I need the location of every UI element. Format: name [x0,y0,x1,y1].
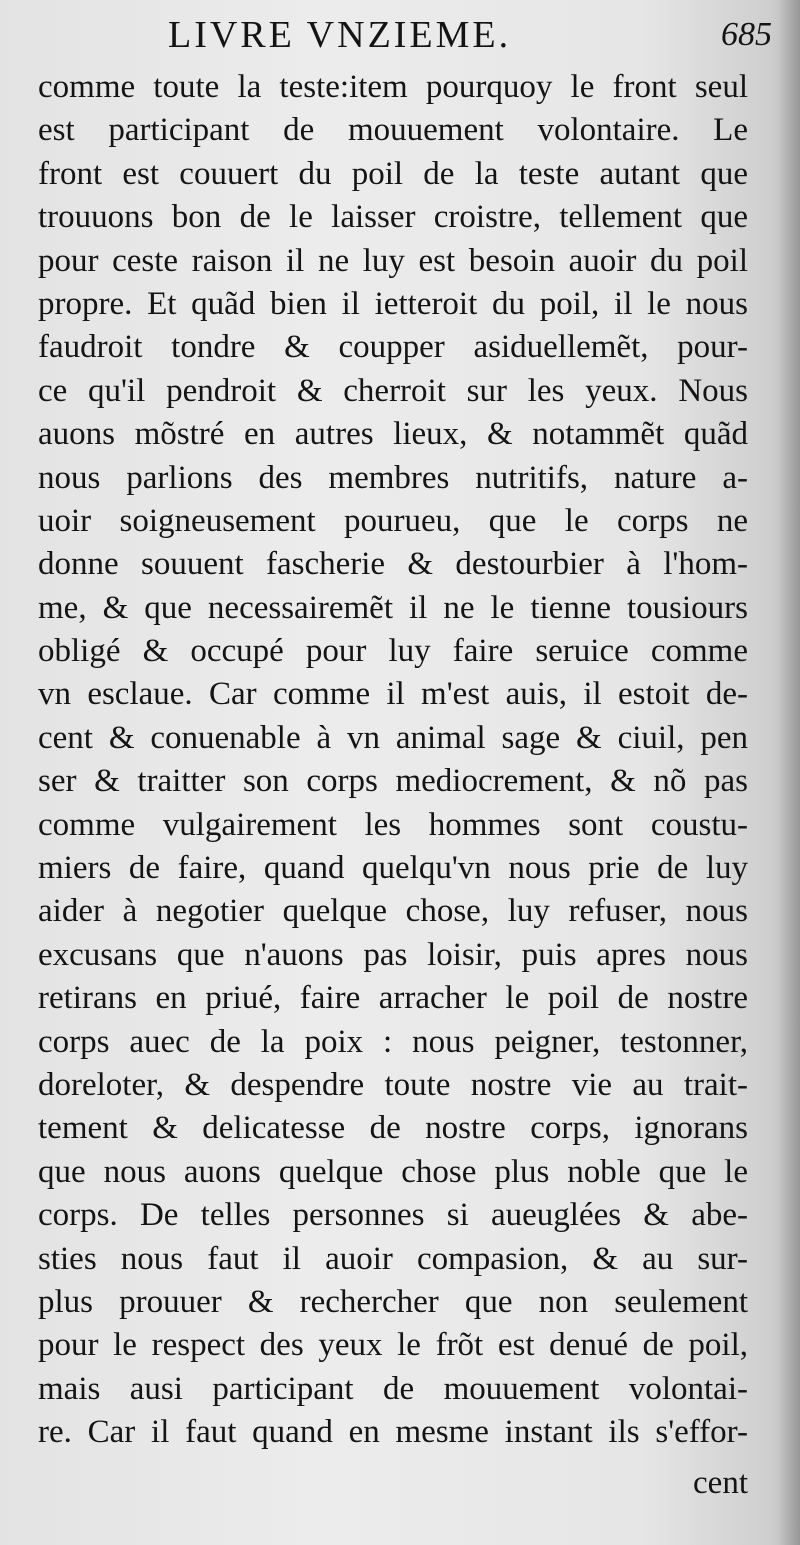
text-line: doreloter, & despendre toute nostre vie au trait- [38,1066,748,1103]
text-line: tement & delicatesse de nostre corps, ignorans [38,1110,748,1147]
text-line: que nous auons quelque chose plus noble que le [38,1153,748,1190]
text-line: sties nous faut il auoir compasion, & au sur- [38,1240,748,1277]
text-line: vn esclaue. Car comme il m'est auis, il estoit de- [38,676,748,713]
text-line: ce qu'il pendroit & cherroit sur les yeux. Nous [38,372,748,409]
text-line: front est couuert du poil de la teste autant que [38,155,748,192]
text-line: comme toute la teste:item pourquoy le front seul [38,69,748,105]
text-line: est participant de mouuement volontaire. Le [38,112,748,149]
text-line: corps auec de la poix : nous peigner, testonner, [38,1023,748,1060]
text-line: ser & traitter son corps mediocrement, & nõ pas [38,763,748,800]
text-block [38,66,748,1455]
page-edge-shadow [778,0,800,1545]
text-line: auons mõstré en autres lieux, & notammẽt quãd [38,416,748,453]
text-line: cent & conuenable à vn animal sage & ciuil, pen [38,719,748,756]
text-line: faudroit tondre & coupper asiduellemẽt, pour- [38,329,748,366]
text-line: donne souuent fascherie & destourbier à l'hom- [38,546,748,583]
text-line: corps. De telles personnes si aueuglées & abe- [38,1197,748,1234]
text-line: obligé & occupé pour luy faire seruice comme [38,633,748,670]
text-line: retirans en priué, faire arracher le poil de nostre [38,980,748,1017]
text-line: trouuons bon de le laisser croistre, tellement que [38,199,748,236]
running-head [0,10,800,60]
text-line: excusans que n'auons pas loisir, puis apres nous [38,936,748,973]
text-line: re. Car il faut quand en mesme instant ils s'effor- [38,1414,748,1451]
catchword: cent [693,1465,748,1501]
text-line: pour le respect des yeux le frõt est denué de poil, [38,1327,748,1364]
running-title: LIVRE VNZIEME. [168,14,512,56]
text-line: comme vulgairement les hommes sont coustu- [38,806,748,843]
text-line: mais ausi participant de mouuement volontai- [38,1370,748,1407]
text-line: miers de faire, quand quelqu'vn nous prie de luy [38,850,748,887]
text-line: nous parlions des membres nutritifs, nature a- [38,459,748,496]
text-line: propre. Et quãd bien il ietteroit du poil, il le nous [38,285,748,322]
page-number: 685 [721,16,772,53]
text-line: pour ceste raison il ne luy est besoin auoir du poil [38,242,748,279]
text-line: plus prouuer & rechercher que non seulement [38,1283,748,1320]
text-line: me, & que necessairemẽt il ne le tienne tousiours [38,589,748,626]
text-line: uoir soigneusement pourueu, que le corps ne [38,502,748,539]
text-line: aider à negotier quelque chose, luy refuser, nous [38,893,748,930]
